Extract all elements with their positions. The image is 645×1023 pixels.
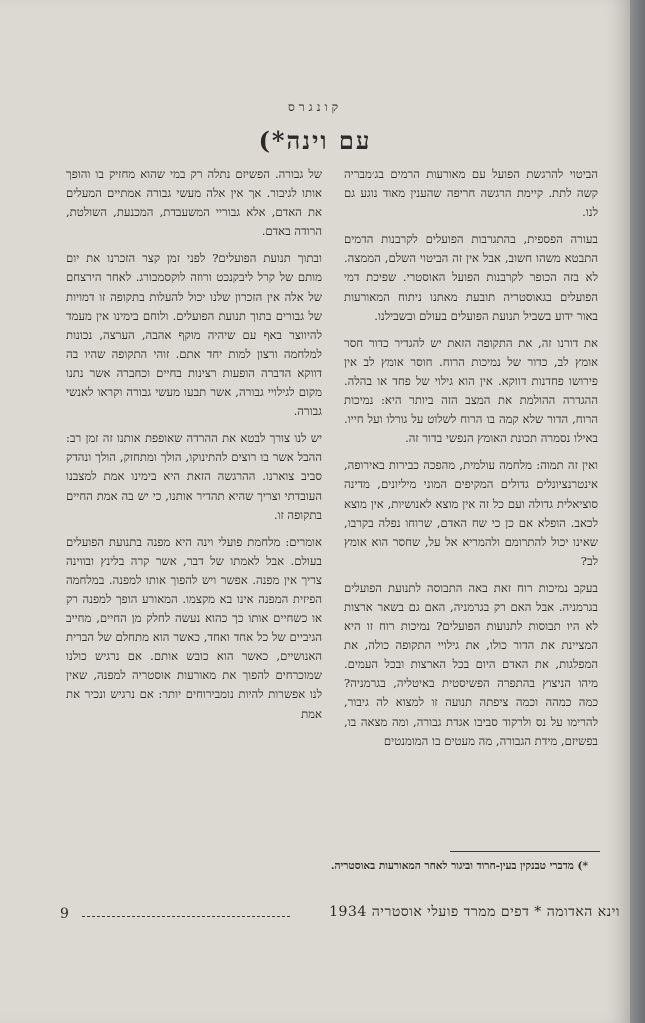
- text-column-right: [344, 165, 598, 759]
- paragraph: בעקב נמיכות רוח זאת באה התבוסה לתנועת הפועלים בגרמניה. אבל האם רק בגרמניה, האם גם בשאר ארצות לא היו תבוסות לתנועות הפועלים? נמיכות רוח זו היא המציינת את הדור כולו, את גילויי התקופה כולה, את המפלגות, את האדם היום בכל הארצות ובכל העמים. מיהו הניצוץ בהתפרה הפשיסטית באיטליה, בגרמניה? כמה כמהה וכמה ציפתה תנועה זו למצוא לה גיבור, להרימו על נס ולרקוד סביבו אגדת גבורה, ומה מצאה בו, בפשיזם, מידת הגבורה, מה מעטים בו המומנטים: [344, 580, 598, 748]
- paragraph: ואין זה תמוה: מלחמה עולמית, מהפכה כבירות באירופה, אינטרנציונלים גדולים המקיפים המוני מיליונים, מדינה סוציאלית גדולה ועם כל זה אין מוצא לאנושיות, אין מוצא לכאב. הופלא אם כן כי שח האדם, שרוחו נפלה בקרבו, שאינו יכול להתרומם ולהמריא אל על, שחסר הוא אומץ לב?: [344, 458, 598, 568]
- page-number: 9: [60, 906, 69, 922]
- page-footer: [60, 904, 620, 930]
- footer-running-title: וינא האדומה * דפים ממרד פועלי אוסטריה 1934: [329, 904, 620, 920]
- footnote-divider: [450, 851, 600, 852]
- page-edge-background: [630, 0, 645, 1023]
- paragraph: של גבורה. הפשיזם נתלה רק במי שהוא מחזיק בו והופך אותו לגיבור. אך אין אלה מעשי גבורה אמתיים המעלים את האדם, אלא גבוריי המשעבדת, המכנעת, השולטת, הרודה באדם.: [66, 167, 322, 239]
- page-title: עם וינה*): [258, 126, 372, 155]
- paragraph: ובתוך תנועת הפועלים? לפני זמן קצר הזכרנו את יום מותם של קרל ליבקנכט ורוזה לוקסמבורג. לאחר הירצחם של אלה אין הזכרון שלנו יכול להעלות בתקופה זו דמויות של גבורים בתוך תנועת הפועלים. ולוחם בימינו אין מעמד להיווצר באף עם שיהיה מוקף אהבה, הערצה, נכונות למלחמה ורצון למות יחד אתם. זוהי התקופה שהיו בה דווקא הדברה הופעות רצינות בחיים וכחברה אשר נתנו מקום לגילויי גבורה, אשר תבעו מעשי גבורה וקראו לאנשי גבורה.: [66, 251, 322, 419]
- paragraph: יש לנו צורך לבטא את ההרדה שאופפת אותנו זה זמן רב: ההבל אשר בו רוצים להתינוקו, הולך ומתחזק, הולך ונהדק סביב צוארנו. ההרגשה הזאת היא בימינו אמת למצבנו העובדתי וצריך שהיא תהדיר אותנו, כי יש בה אמת החיים בתקופה זו.: [66, 431, 322, 522]
- paragraph: אומרים: מלחמת פועלי וינה היא מפנה בתנועת הפועלים בעולם. אבל לאמתו של דבר, אשר קרה בלינץ ובווינה צריך אין מפנה. אפשר ויש להפוך אותו למפנה. במלחמה הפיזית המפנה אינו בא מקצמו. המאורע הופך למפנה רק או כשחיים אותו כך כהוא נעשה לחלק מן החיים, מחייב הגיביים של כל אחד ואחד, כאשר הוא מתחלם של הברית האנושיים, כאשר הוא כובש אותם. אם נרגיש כולנו שמוכרחים להפוך את מאורעות אוסטריה למפנה, שאין לנו אפשרות להיות נומבירוחים יותר: אם נרגיש ונכיר את אמת: [66, 534, 322, 721]
- paragraph: הביטוי להרגשת הפועל עם מאורעות הרמים בג׳מבריה קשה לתת. קיימת הרגשה חריפה שהענין מאוד נוגע גם לנו.: [344, 167, 598, 220]
- section-header: קונגרס: [287, 100, 343, 114]
- text-column-left: [66, 165, 322, 732]
- footer-dash-line: [82, 916, 290, 917]
- paragraph: את דורנו זה, את התקופה הזאת יש להגדיר כדור חסר אומץ לב, כדור של נמיכות הרוח. חוסר אומץ לב אין פירושו פחדנות דווקא. אין הוא גילוי של פחד או בהלה. ההגדרה ההולמת את המצב הזה ביותר היא: נמיכות הרוח, הדור שלא קמה בו הרוח לשלוט על גורלו ועל חייו. באילו נסמרה תכונת האומץ הנפשי בדור זה.: [344, 335, 598, 446]
- paragraph: בעורה הפספית, בהתגרבות הפועלים לקרבנות הדמים התבטא משהו חשוב, אבל אין זה הביטוי השלם, הממצה. לא בזה הכופר לקרבנות הפועל האוסטרי. שפיכת דמי הפועלים בגאוסטריה תובעת מאתנו ניתוח המאורעות באור ידוע בשביל תנועת הפועלים בעולם ובשבילנו.: [344, 232, 598, 323]
- footnote: *) מדברי טבנקין בעין-חרוד וביגור לאחר המאורעות באוסטריה.: [330, 860, 588, 872]
